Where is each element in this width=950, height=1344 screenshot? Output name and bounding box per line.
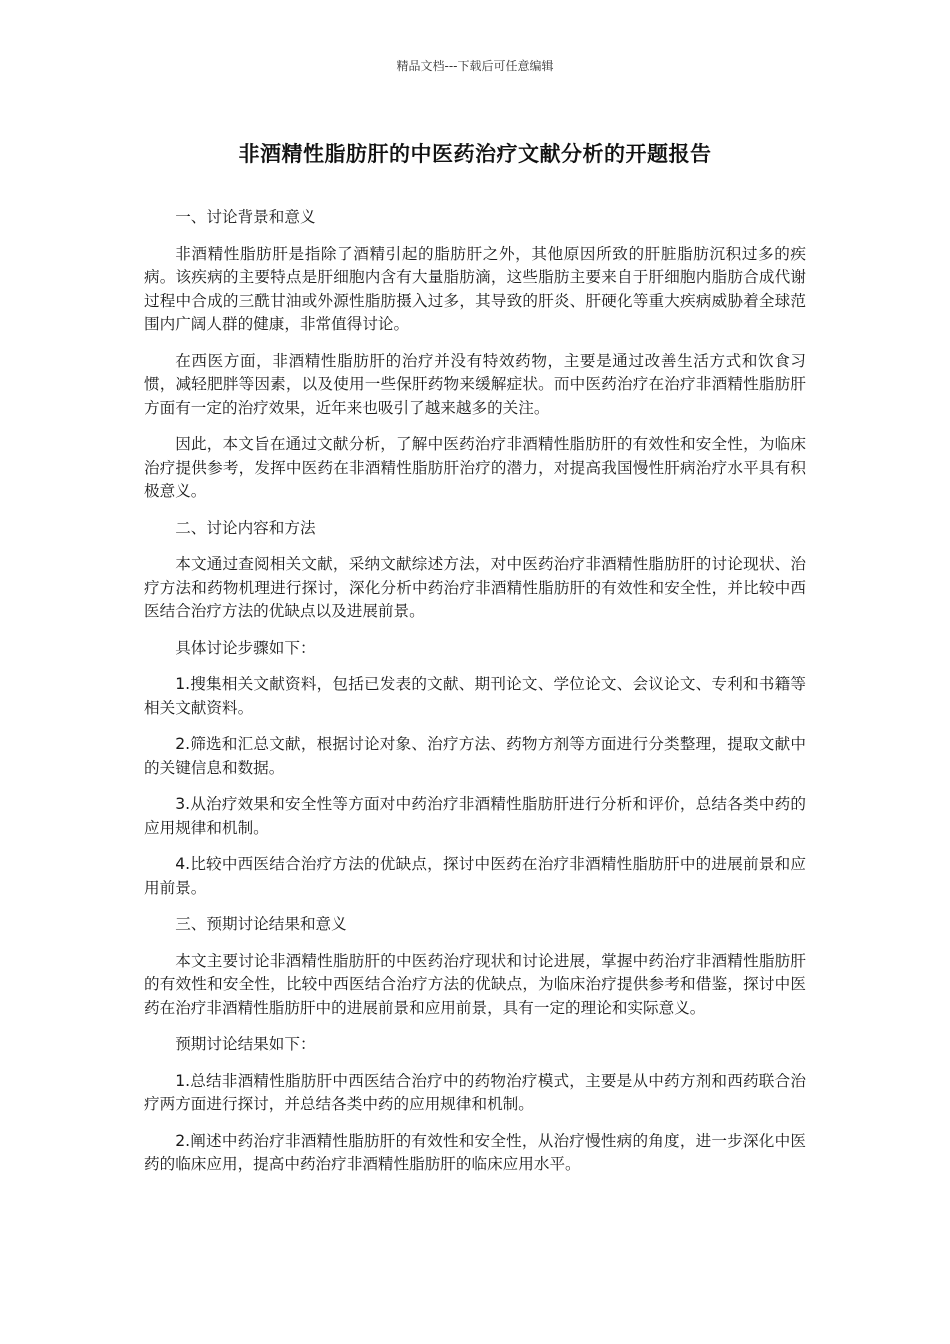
list-item-step-2: 2.筛选和汇总文献，根据讨论对象、治疗方法、药物方剂等方面进行分类整理，提取文献中的关键信息和数据。 (144, 735, 806, 777)
list-item-step-3: 3.从治疗效果和安全性等方面对中药治疗非酒精性脂肪肝进行分析和评价，总结各类中药的应用规律和机制。 (144, 795, 806, 837)
paragraph-steps-intro: 具体讨论步骤如下： (175, 638, 316, 657)
document-body (144, 206, 806, 1190)
section-heading-expected: 三、预期讨论结果和意义 (175, 915, 347, 933)
list-item-result-2: 2.阐述中药治疗非酒精性脂肪肝的有效性和安全性，从治疗慢性病的角度，进一步深化中医药的临床应用，提高中药治疗非酒精性脂肪肝的临床应用水平。 (144, 1131, 806, 1173)
list-item-result-1: 1.总结非酒精性脂肪肝中西医结合治疗中的药物治疗模式，主要是从中药方剂和西药联合治疗两方面进行探讨，并总结各类中药的应用规律和机制。 (144, 1071, 806, 1113)
section-heading-methods: 二、讨论内容和方法 (175, 518, 316, 537)
paragraph-expected: 本文主要讨论非酒精性脂肪肝的中医药治疗现状和讨论进展，掌握中药治疗非酒精性脂肪肝的有效性和安全性，比较中西医结合治疗方法的优缺点，为临床治疗提供参考和借鉴，探讨中医药在治疗非酒精性脂肪肝中的进展前景和应用前景，具有一定的理论和实际意义。 (144, 951, 806, 1017)
paragraph-results-intro: 预期讨论结果如下： (175, 1035, 316, 1053)
section-heading-background: 一、讨论背景和意义 (175, 208, 316, 226)
header-note: 精品文档---下载后可任意编辑 (396, 59, 554, 73)
paragraph-western-medicine: 在西医方面，非酒精性脂肪肝的治疗并没有特效药物，主要是通过改善生活方式和饮食习惯，减轻肥胖等因素，以及使用一些保肝药物来缓解症状。而中医药治疗在治疗非酒精性脂肪肝方面有一定的治疗效果，近年来也吸引了越来越多的关注。 (144, 351, 806, 417)
paragraph-definition: 非酒精性脂肪肝是指除了酒精引起的脂肪肝之外，其他原因所致的肝脏脂肪沉积过多的疾病。该疾病的主要特点是肝细胞内含有大量脂肪滴，这些脂肪主要来自于肝细胞内脂肪合成代谢过程中合成的三酰甘油或外源性脂肪摄入过多，其导致的肝炎、肝硬化等重大疾病威胁着全球范围内广阔人群的健康，非常值得讨论。 (144, 244, 806, 333)
list-item-step-4: 4.比较中西医结合治疗方法的优缺点，探讨中医药在治疗非酒精性脂肪肝中的进展前景和应用前景。 (144, 855, 806, 897)
paragraph-methods: 本文通过查阅相关文献，采纳文献综述方法，对中医药治疗非酒精性脂肪肝的讨论现状、治疗方法和药物机理进行探讨，深化分析中药治疗非酒精性脂肪肝的有效性和安全性，并比较中西医结合治疗方法的优缺点以及进展前景。 (144, 555, 806, 620)
list-item-step-1: 1.搜集相关文献资料，包括已发表的文献、期刊论文、学位论文、会议论文、专利和书籍等相关文献资料。 (144, 675, 806, 717)
paragraph-purpose: 因此，本文旨在通过文献分析，了解中医药治疗非酒精性脂肪肝的有效性和安全性，为临床治疗提供参考，发挥中医药在非酒精性脂肪肝治疗的潜力，对提高我国慢性肝病治疗水平具有积极意义。 (144, 435, 806, 500)
page-title: 非酒精性脂肪肝的中医药治疗文献分析的开题报告 (238, 142, 712, 166)
